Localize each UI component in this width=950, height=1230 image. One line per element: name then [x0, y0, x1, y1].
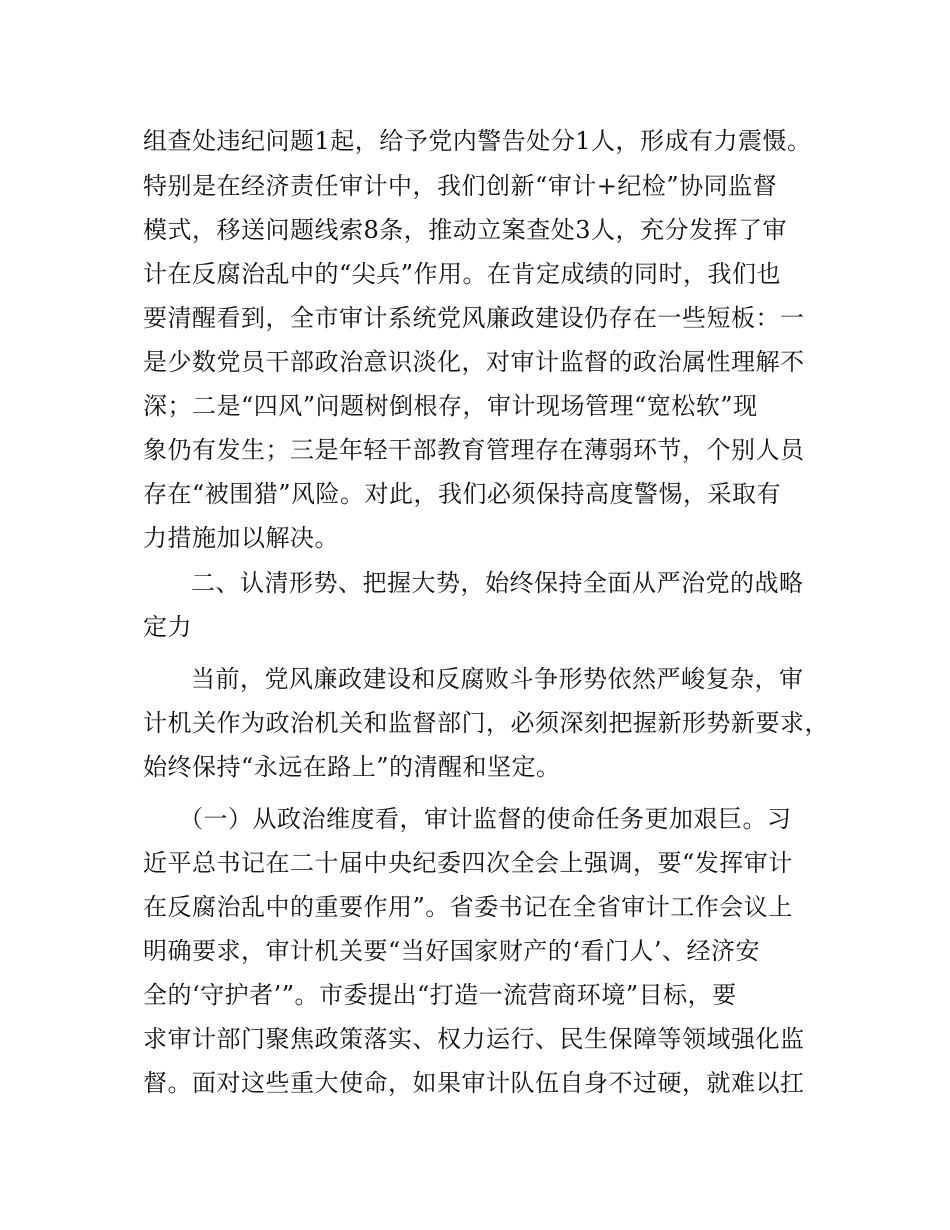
- paragraph-3-line-5: 全的‘守护者’”。市委提出“打造一流营商环境”目标，要: [143, 981, 737, 1009]
- paragraph-3-line-3: 在反腐治乱中的重要作用”。省委书记在全省审计工作会议上: [143, 893, 793, 921]
- paragraph-1-line-10: 力措施加以解决。: [143, 524, 339, 552]
- section-heading-line-1: 二、认清形势、把握大势，始终保持全面从严治党的战略: [191, 569, 804, 597]
- paragraph-3-line-4: 明确要求，审计机关要“当好国家财产的‘看门人’、经济安: [143, 937, 761, 965]
- section-heading-line-2: 定力: [143, 613, 192, 641]
- paragraph-2-line-1: 当前，党风廉政建设和反腐败斗争形势依然严峻复杂，审: [191, 665, 804, 693]
- paragraph-2-line-2: 计机关作为政治机关和监督部门，必须深刻把握新形势新要求，: [143, 709, 829, 737]
- paragraph-3-line-7: 督。面对这些重大使命，如果审计队伍自身不过硬，就难以扛: [143, 1069, 805, 1097]
- paragraph-1-line-3: 模式，移送问题线索8条，推动立案查处3人，充分发挥了审: [143, 216, 788, 244]
- paragraph-2-line-3: 始终保持“永远在路上”的清醒和坚定。: [143, 753, 561, 781]
- paragraph-3-line-6: 求审计部门聚焦政策落实、权力运行、民生保障等领域强化监: [143, 1025, 805, 1053]
- paragraph-1-line-2: 特别是在经济责任审计中，我们创新“审计+纪检”协同监督: [143, 172, 778, 200]
- paragraph-1-line-1: 组查处违纪问题1起，给予党内警告处分1人，形成有力震慑。: [143, 127, 812, 155]
- paragraph-1-line-6: 是少数党员干部政治意识淡化，对审计监督的政治属性理解不: [143, 348, 805, 376]
- paragraph-1-line-9: 存在“被围猎”风险。对此，我们必须保持高度警惕，采取有: [143, 480, 782, 508]
- paragraph-1-line-7: 深；二是“四风”问题树倒根存，审计现场管理“宽松软”现: [143, 392, 758, 420]
- paragraph-1-line-5: 要清醒看到，全市审计系统党风廉政建设仍存在一些短板：一: [143, 304, 805, 332]
- paragraph-3-line-2: 近平总书记在二十届中央纪委四次全会上强调，要“发挥审计: [143, 849, 793, 877]
- paragraph-1-line-4: 计在反腐治乱中的“尖兵”作用。在肯定成绩的同时，我们也: [143, 260, 782, 288]
- paragraph-1-line-8: 象仍有发生；三是年轻干部教育管理存在薄弱环节，个别人员: [143, 436, 805, 464]
- paragraph-3-line-1: （一）从政治维度看，审计监督的使命任务更加艰巨。习: [179, 805, 792, 833]
